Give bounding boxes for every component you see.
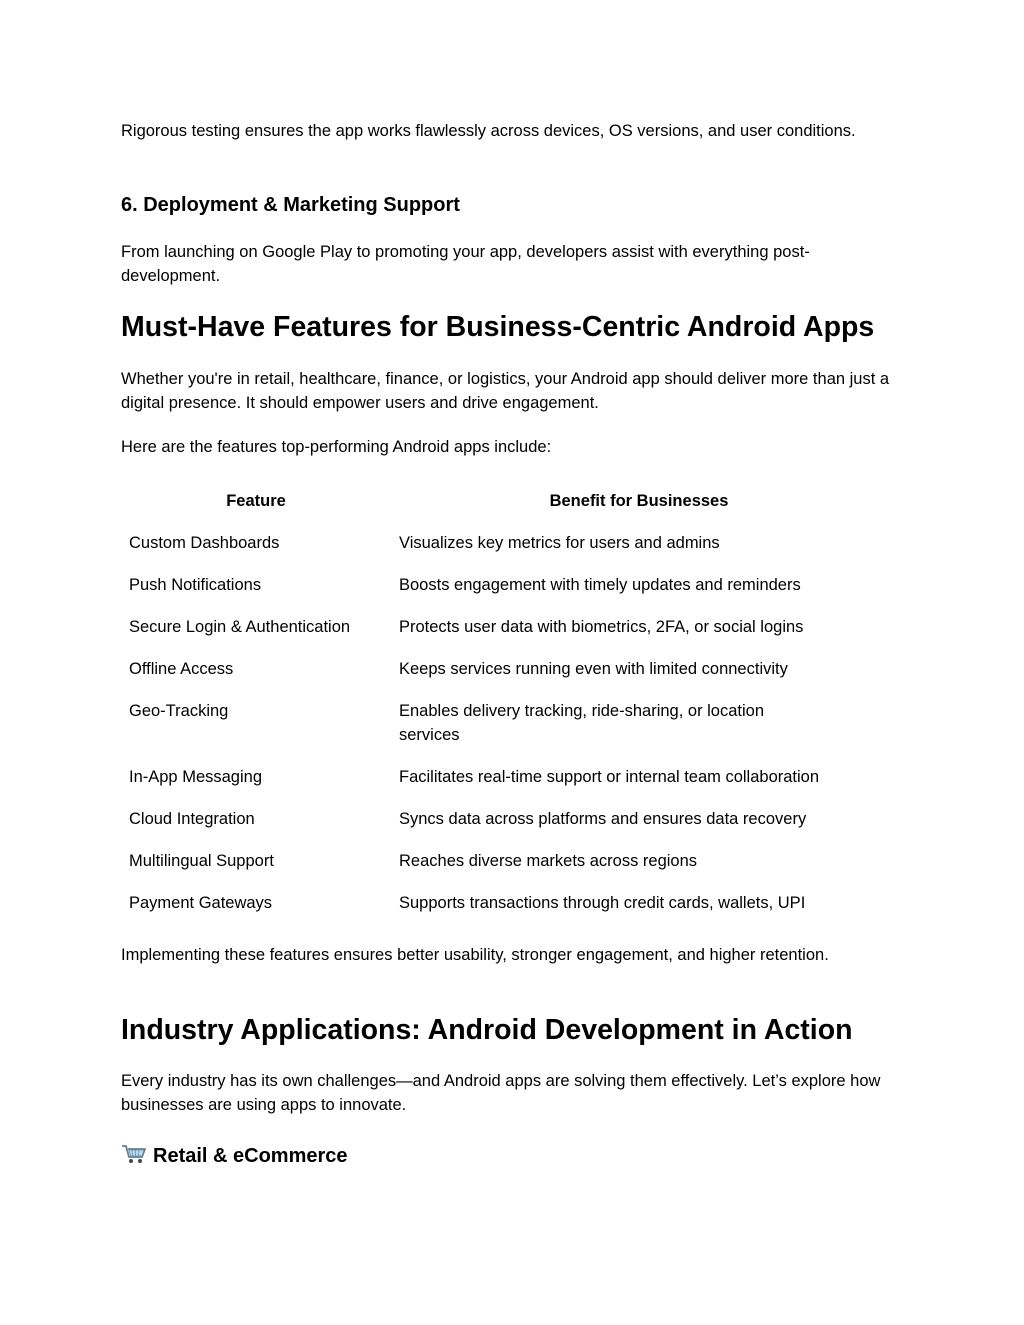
benefit-cell: Reaches diverse markets across regions <box>399 852 698 870</box>
feature-cell: Payment Gateways <box>129 894 273 912</box>
retail-subheading <box>121 1143 348 1171</box>
benefit-cell: Boosts engagement with timely updates and reminders <box>399 576 801 594</box>
industry-paragraph: Every industry has its own challenges—and Android apps are solving them effectively. Let’s explore how businesses are using apps to innovate. <box>121 1072 881 1114</box>
intro-paragraph: Rigorous testing ensures the app works flawlessly across devices, OS versions, and user conditions. <box>121 122 856 140</box>
feature-cell: In-App Messaging <box>129 768 262 786</box>
benefit-cell: Protects user data with biometrics, 2FA, or social logins <box>399 618 804 636</box>
feature-cell: Offline Access <box>129 660 234 678</box>
benefit-cell: Keeps services running even with limited connectivity <box>399 660 788 678</box>
features-intro-paragraph: Whether you're in retail, healthcare, finance, or logistics, your Android app should deliver more than just a digital presence. It should empower users and drive engagement. <box>121 370 890 412</box>
features-lead-paragraph: Here are the features top-performing Android apps include: <box>121 438 552 456</box>
retail-subheading-label: Retail & eCommerce <box>153 1145 348 1167</box>
feature-cell: Cloud Integration <box>129 810 255 828</box>
feature-cell: Custom Dashboards <box>129 534 280 552</box>
industry-heading: Industry Applications: Android Development in Action <box>121 1014 853 1046</box>
table-header-benefit: Benefit for Businesses <box>549 492 729 510</box>
benefit-cell: Enables delivery tracking, ride-sharing, or location services <box>399 702 765 744</box>
deployment-heading: 6. Deployment & Marketing Support <box>121 194 460 216</box>
benefit-cell: Supports transactions through credit cards, wallets, UPI <box>399 894 806 912</box>
benefit-cell: Visualizes key metrics for users and admins <box>399 534 720 552</box>
feature-cell: Secure Login & Authentication <box>129 618 351 636</box>
benefit-cell: Syncs data across platforms and ensures data recovery <box>399 810 807 828</box>
benefit-cell: Facilitates real-time support or internal team collaboration <box>399 768 820 786</box>
features-closing-paragraph: Implementing these features ensures better usability, stronger engagement, and higher retention. <box>121 946 829 964</box>
feature-cell: Push Notifications <box>129 576 262 594</box>
feature-cell: Multilingual Support <box>129 852 274 870</box>
feature-cell: Geo-Tracking <box>129 702 229 720</box>
table-header-feature: Feature <box>226 492 286 510</box>
deployment-paragraph: From launching on Google Play to promoting your app, developers assist with everything post-development. <box>121 243 810 285</box>
shopping-cart-icon <box>121 1143 147 1171</box>
features-heading: Must-Have Features for Business-Centric Android Apps <box>121 311 875 343</box>
